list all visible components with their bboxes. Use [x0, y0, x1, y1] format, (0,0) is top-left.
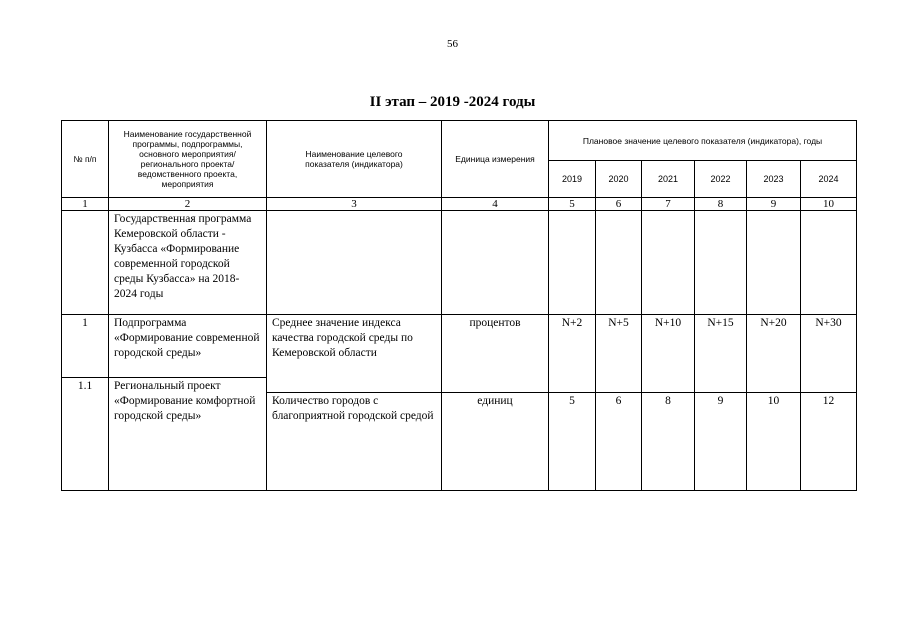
row-num [62, 211, 109, 315]
row-value: 10 [747, 393, 801, 491]
row-indicator: Количество городов с благоприятной городской средой [267, 393, 442, 491]
header-year: 2024 [801, 161, 857, 198]
row-value: N+10 [642, 315, 695, 393]
header-year: 2021 [642, 161, 695, 198]
row-value: 6 [596, 393, 642, 491]
row-value: N+20 [747, 315, 801, 393]
column-number: 6 [596, 198, 642, 211]
row-program: Подпрограмма «Формирование современной городской среды» [109, 315, 267, 378]
row-value: 8 [642, 393, 695, 491]
stage-title: II этап – 2019 -2024 годы [369, 94, 536, 110]
row-value: 12 [801, 393, 857, 491]
header-year: 2020 [596, 161, 642, 198]
column-number: 1 [62, 198, 109, 211]
column-number: 3 [267, 198, 442, 211]
header-year: 2022 [695, 161, 747, 198]
column-number: 10 [801, 198, 857, 211]
row-value: 9 [695, 393, 747, 491]
table-row [62, 211, 857, 315]
header-indicator: Наименование целевого показателя (индикатора) [267, 121, 442, 198]
row-value: N+5 [596, 315, 642, 393]
page-number: 56 [447, 38, 458, 50]
row-value: N+15 [695, 315, 747, 393]
indicator-table [61, 120, 857, 491]
header-unit: Единица измерения [442, 121, 549, 198]
column-number: 8 [695, 198, 747, 211]
column-number: 7 [642, 198, 695, 211]
header-planned: Плановое значение целевого показателя (индикатора), годы [549, 121, 857, 161]
row-unit: единиц [442, 393, 549, 491]
header-year: 2023 [747, 161, 801, 198]
header-program: Наименование государственной программы, подпрограммы, основного мероприятия/регионального проекта/ведомственного проекта, мероприятия [109, 121, 267, 198]
row-num: 1.1 [62, 378, 109, 491]
column-number: 2 [109, 198, 267, 211]
header-num: № п/п [62, 121, 109, 198]
row-value: 5 [549, 393, 596, 491]
row-value: N+30 [801, 315, 857, 393]
row-unit: процентов [442, 315, 549, 393]
row-indicator: Среднее значение индекса качества городской среды по Кемеровской области [267, 315, 442, 393]
row-value: N+2 [549, 315, 596, 393]
column-number: 9 [747, 198, 801, 211]
column-number: 5 [549, 198, 596, 211]
row-program: Государственная программа Кемеровской области - Кузбасса «Формирование современной городской среды Кузбасса» на 2018-2024 годы [109, 211, 267, 315]
table-row [62, 315, 857, 378]
header-year: 2019 [549, 161, 596, 198]
row-program: Региональный проект «Формирование комфортной городской среды» [109, 378, 267, 491]
row-num: 1 [62, 315, 109, 378]
column-number: 4 [442, 198, 549, 211]
